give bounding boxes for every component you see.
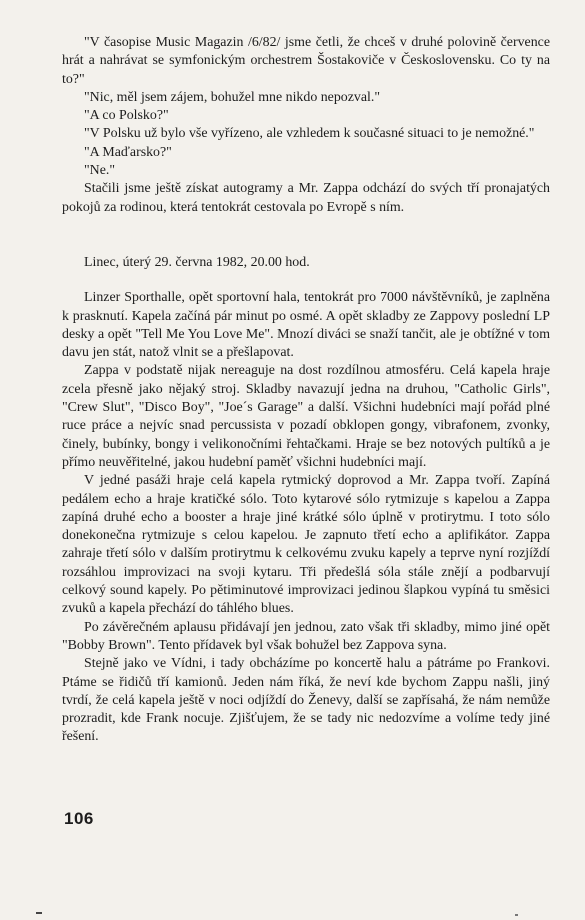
interview-line: "Nic, měl jsem zájem, bohužel mne nikdo nepozval.": [84, 89, 381, 105]
interview-line: "V Polsku už bylo vše vyřízeno, ale vzhledem k současné situaci to je nemožné.": [84, 126, 535, 142]
interview-line: "V časopise Music Magazin /6/82/ jsme četli, že chceš v druhé polovině července hrát a nahrávat se symfonickým orchestrem Šostakoviče v Československu. Co ty na to?": [62, 35, 550, 87]
interview-line: "A co Polsko?": [84, 108, 169, 124]
interview-closing-paragraph: Stačili jsme ještě získat autogramy a Mr. Zappa odchází do svých tří pronajatých pokojů za rodinou, která tentokrát cestovala po Evropě s ním.: [62, 181, 550, 215]
paragraph: V jedné pasáži hraje celá kapela rytmický doprovod a Mr. Zappa tvoří. Zapíná pedálem echo a hraje kratičké sólo. Toto kytarové sólo rytmizuje s kapelou a Zappa zapíná druhé echo a booster a hraje jiné krátké sólo úplně v protirytmu. I toto sólo donekonečna rytmizuje s celou kapelou. Je zapnuto třetí echo a aplifikátor. Zappa zahraje třetí sólo v dalším protirytmu k celkovému zvuku kapely a teprve nyní rozjíždí rozsáhlou improvizaci na svoji kytaru. Tři předešlá sóla stále znějí a podbarvují celkový sound kapely. Po pětiminutové improvizaci jedinou šlapkou vypíná tu směsici zvuků a kapela přechází do táhlého blues.: [62, 473, 550, 617]
page-number: 106: [64, 809, 94, 828]
paragraph: Linzer Sporthalle, opět sportovní hala, tentokrát pro 7000 návštěvníků, je zaplněna k prasknutí. Kapela začíná pár minut po osmé. A opět skladby ze Zappovy poslední LP desky a opět "Tell Me You Love Me". Mnozí diváci se snaží tančit, ale je obtížné v tom davu jen stát, natož vlnit se a přešlapovat.: [62, 290, 550, 361]
interview-line: "Ne.": [84, 163, 116, 179]
interview-line: "A Maďarsko?": [84, 144, 172, 160]
section-heading: Linec, úterý 29. června 1982, 20.00 hod.: [84, 254, 310, 270]
paragraph: Po závěrečném aplausu přidávají jen jednou, zato však tři skladby, mimo jiné opět "Bobby Brown". Tento přídavek byl však bohužel bez Zappova syna.: [62, 619, 550, 653]
paragraph: Stejně jako ve Vídni, i tady obcházíme po koncertě halu a pátráme po Frankovi. Ptáme se řidičů tří kamionů. Jeden nám říká, že neví kde bychom Zappu našli, jiný tvrdí, že celá kapela ještě v noci odjíždí do Ženevy, další se zapřísahá, že nám nemůže prozradit, kde Frank nocuje. Zjišťujem, že se tady nic nedozvíme a volíme tedy jiné řešení.: [62, 656, 550, 745]
paragraph: Zappa v podstatě nijak nereaguje na dost rozdílnou atmosféru. Celá kapela hraje zcela přesně jako nějaký stroj. Skladby navazují jedna na druhou, "Catholic Girls", "Crew Slut", "Disco Boy", "Joe´s Garage" a další. Všichni hudebníci mají pořád plné ruce práce a nejvíc snad percussista v pozadí obklopen gongy, vibrafonem, zvonky, činely, bubínky, bongy i velikonočními řehtačkami. Hraje se bez notových pultíků a je přímo neuvěřitelné, jakou hudební paměť všichni hudebníci mají.: [62, 363, 550, 470]
